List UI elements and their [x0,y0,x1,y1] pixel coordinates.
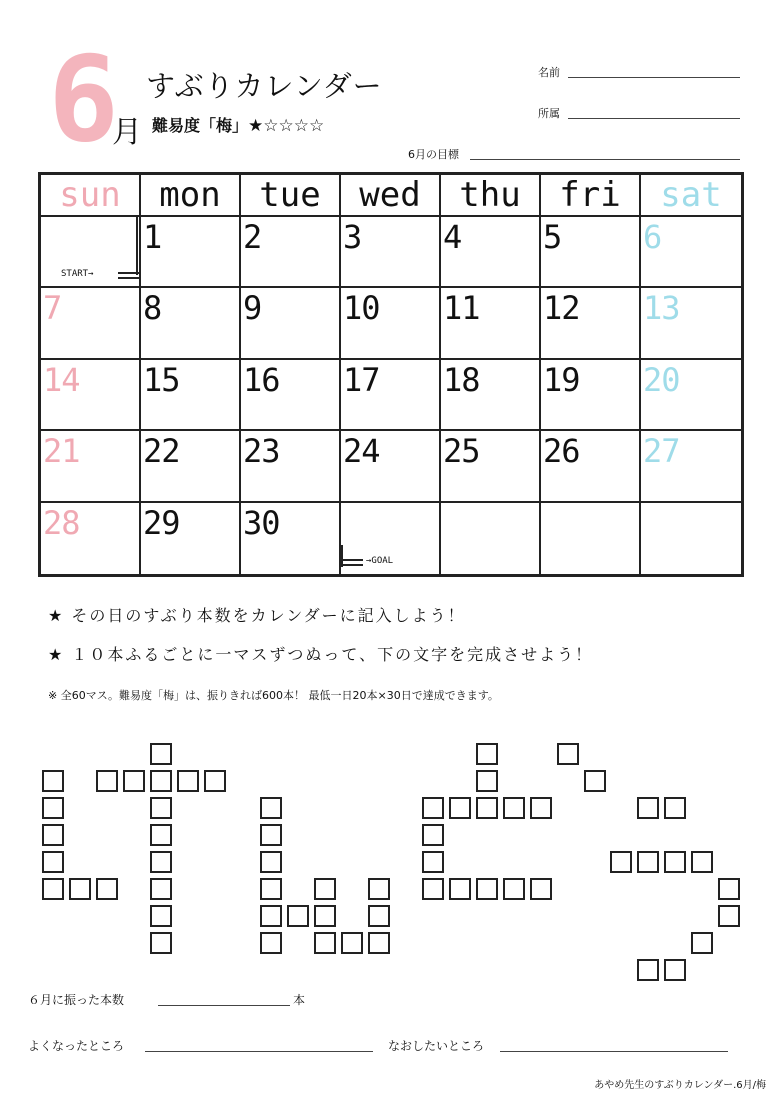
good-label: よくなったところ [28,1039,125,1053]
day-number: 2 [243,218,262,256]
weekday-sat: sat [641,175,741,217]
coloring-square[interactable] [42,824,64,846]
day-number: 4 [443,218,462,256]
coloring-square[interactable] [637,797,659,819]
coloring-square[interactable] [287,905,309,927]
coloring-square[interactable] [422,851,444,873]
fix-label: なおしたいところ [388,1039,485,1053]
day-number: 5 [543,218,562,256]
goal-label: 6月の目標 [408,148,459,161]
coloring-square[interactable] [150,797,172,819]
coloring-square[interactable] [476,878,498,900]
coloring-square[interactable] [422,797,444,819]
coloring-square[interactable] [260,878,282,900]
weekday-wed: wed [341,175,441,217]
day-number: 20 [643,360,680,399]
coloring-square[interactable] [177,770,199,792]
day-number: 22 [143,432,180,471]
day-number: 3 [343,218,362,256]
day-number: 8 [143,289,162,328]
day-number: 13 [643,289,680,328]
coloring-square[interactable] [69,878,91,900]
day-number: 10 [343,289,380,328]
coloring-square[interactable] [422,878,444,900]
coloring-square[interactable] [368,932,390,954]
total-label: ６月に振った本数 [28,993,125,1007]
coloring-square[interactable] [718,878,740,900]
coloring-square[interactable] [476,743,498,765]
day-number: 25 [443,432,480,471]
instruction-note: ※ 全60マス。難易度「梅」は、振りきれば600本！ 最低一日20本×30日で達成できます。 [48,689,499,702]
day-number: 15 [143,360,180,399]
name-label: 名前 [538,66,560,79]
coloring-square[interactable] [150,932,172,954]
coloring-square[interactable] [664,851,686,873]
coloring-square[interactable] [42,797,64,819]
coloring-square[interactable] [691,932,713,954]
good-field[interactable] [145,1051,373,1052]
coloring-square[interactable] [260,797,282,819]
day-number: 24 [343,432,380,471]
coloring-square[interactable] [530,878,552,900]
affiliation-label: 所属 [538,107,560,120]
credit: あやめ先生のすぶりカレンダー.6月/梅 [594,1080,766,1091]
day-number: 9 [243,289,262,328]
coloring-square[interactable] [150,743,172,765]
coloring-square[interactable] [503,878,525,900]
coloring-square[interactable] [260,905,282,927]
start-label: START→ [61,269,94,279]
difficulty-stars: ★☆☆☆☆ [248,116,325,136]
coloring-square[interactable] [150,851,172,873]
day-number: 19 [543,360,580,399]
coloring-square[interactable] [637,959,659,981]
coloring-square[interactable] [150,824,172,846]
coloring-square[interactable] [368,878,390,900]
total-field[interactable] [158,1005,290,1006]
coloring-square[interactable] [42,878,64,900]
coloring-square[interactable] [422,824,444,846]
day-number: 16 [243,360,280,399]
coloring-square[interactable] [341,932,363,954]
coloring-square[interactable] [96,878,118,900]
coloring-square[interactable] [314,878,336,900]
coloring-square[interactable] [557,743,579,765]
coloring-square[interactable] [150,770,172,792]
coloring-square[interactable] [42,770,64,792]
coloring-square[interactable] [96,770,118,792]
day-number: 23 [243,432,280,471]
day-number: 26 [543,432,580,471]
coloring-square[interactable] [150,878,172,900]
coloring-square[interactable] [691,851,713,873]
day-number: 12 [543,289,580,328]
day-number: 18 [443,360,480,399]
day-number: 6 [643,218,662,256]
weekday-fri: fri [541,175,641,217]
day-number: 11 [443,289,480,328]
coloring-square[interactable] [314,932,336,954]
day-number: 17 [343,360,380,399]
page-title: すぶりカレンダー [146,69,383,103]
coloring-square[interactable] [260,932,282,954]
coloring-square[interactable] [584,770,606,792]
weekday-thu: thu [441,175,541,217]
coloring-square[interactable] [718,905,740,927]
day-number: 30 [243,503,280,542]
coloring-square[interactable] [530,797,552,819]
coloring-square[interactable] [314,905,336,927]
difficulty-label: 難易度「梅」 [152,116,249,135]
day-number: 7 [43,289,62,328]
coloring-square[interactable] [42,851,64,873]
coloring-square[interactable] [123,770,145,792]
coloring-square[interactable] [476,770,498,792]
coloring-square[interactable] [150,905,172,927]
coloring-square[interactable] [204,770,226,792]
month-suffix: 月 [112,115,142,150]
weekday-mon: mon [141,175,241,217]
coloring-square[interactable] [449,878,471,900]
goal-marker-label: →GOAL [366,555,394,566]
day-number: 27 [643,432,680,471]
coloring-square[interactable] [476,797,498,819]
coloring-square[interactable] [503,797,525,819]
coloring-square[interactable] [664,797,686,819]
weekday-sun: sun [41,175,141,217]
day-number: 29 [143,503,180,542]
coloring-square[interactable] [449,797,471,819]
day-number: 28 [43,503,80,542]
instruction-1: ★ その日のすぶり本数をカレンダーに記入しよう！ [48,606,466,625]
month-number: 6 [48,30,116,168]
weekday-tue: tue [241,175,341,217]
day-number: 14 [43,360,80,399]
coloring-square[interactable] [260,851,282,873]
day-number: 21 [43,432,80,471]
coloring-square[interactable] [637,851,659,873]
coloring-square[interactable] [260,824,282,846]
coloring-square[interactable] [610,851,632,873]
coloring-square[interactable] [664,959,686,981]
instruction-2: ★ １０本ふるごとに一マスずつぬって、下の文字を完成させよう！ [48,645,594,664]
coloring-square[interactable] [368,905,390,927]
total-unit: 本 [293,993,306,1007]
fix-field[interactable] [500,1051,728,1052]
day-number: 1 [143,218,162,256]
